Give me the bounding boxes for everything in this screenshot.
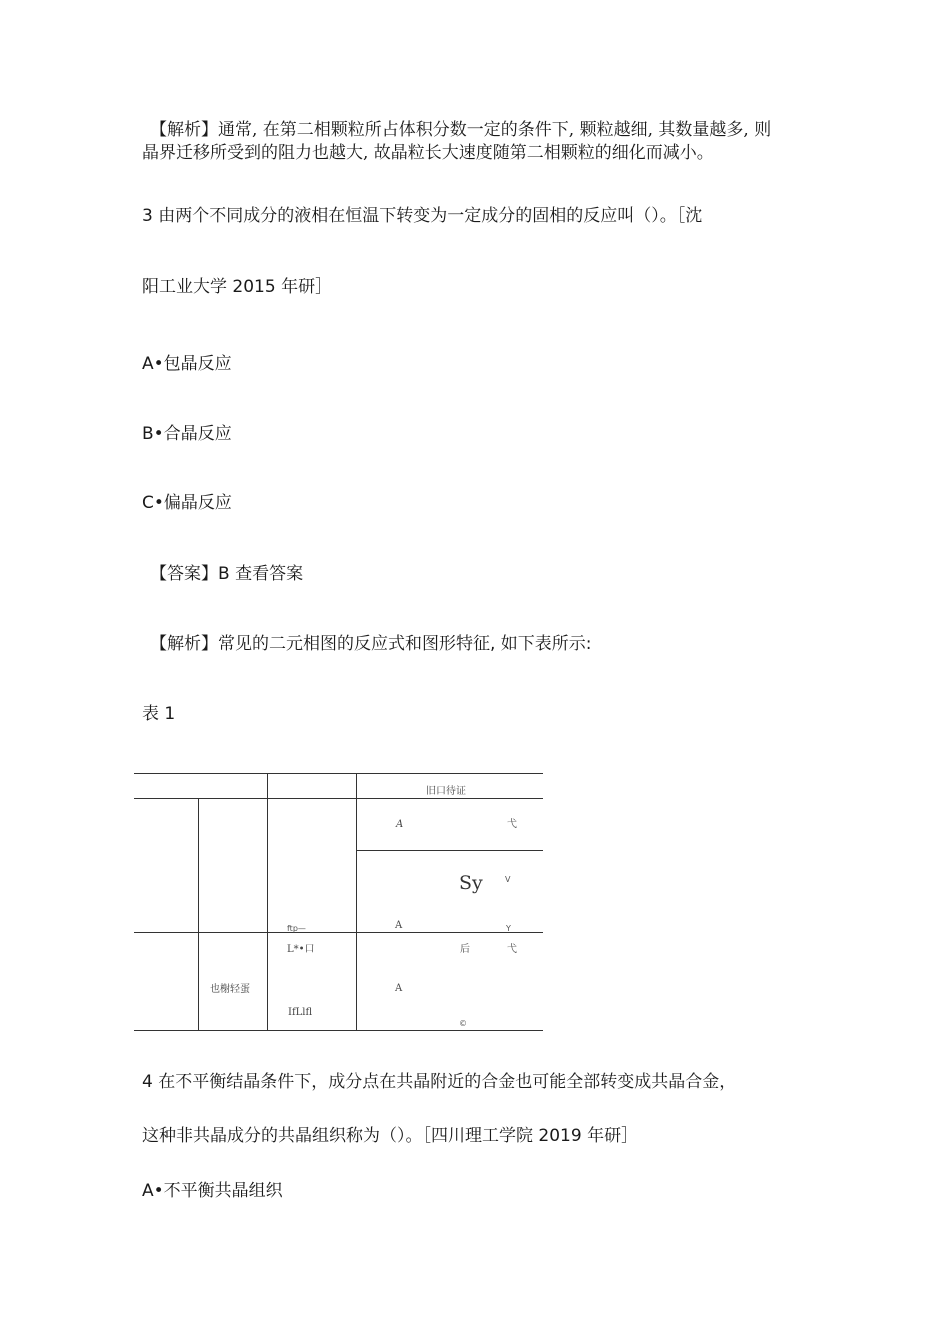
table-col-rule-1 bbox=[198, 798, 199, 1030]
analysis-line-2: 晶界迁移所受到的阻力也越大, 故晶粒长大速度随第二相颗粒的细化而减小。 bbox=[142, 143, 714, 163]
cell-r3-ifl: IfLlfl bbox=[288, 1007, 313, 1018]
table-bottom-rule bbox=[134, 1030, 543, 1031]
cell-r3-hou: 后 bbox=[460, 944, 470, 955]
cell-r3-l: L*•口 bbox=[287, 944, 315, 955]
question-3-option-c: C•偏晶反应 bbox=[142, 493, 232, 513]
cell-r3-name: 也榭轻蛋 bbox=[210, 984, 250, 995]
table-inner-rule bbox=[357, 850, 543, 851]
analysis-line-1: 【解析】通常, 在第二相颗粒所占体积分数一定的条件下, 颗粒越细, 其数量越多, 则 bbox=[150, 120, 772, 140]
table-header-rule bbox=[134, 798, 543, 799]
cell-r2-a: A bbox=[395, 920, 403, 931]
question-3-analysis: 【解析】常见的二元相图的反应式和图形特征, 如下表所示: bbox=[150, 634, 592, 654]
table-top-rule bbox=[134, 773, 543, 774]
cell-r1-yi: 弋 bbox=[507, 819, 517, 830]
cell-r2-ftp: ftp— bbox=[287, 924, 306, 933]
question-4-line-1: 4 在不平衡结晶条件下，成分点在共晶附近的合金也可能全部转变成共晶合金， bbox=[142, 1072, 737, 1092]
table-header-label: 旧口待证 bbox=[426, 786, 466, 797]
question-3-option-a: A•包晶反应 bbox=[142, 354, 232, 374]
question-3-answer: 【答案】B 查看答案 bbox=[150, 564, 304, 584]
table-caption: 表 1 bbox=[142, 704, 176, 724]
table-row-rule bbox=[134, 932, 543, 933]
cell-r3-copyright: © bbox=[459, 1019, 467, 1028]
cell-r3-a: A bbox=[395, 983, 403, 994]
table-col-rule-2 bbox=[267, 773, 268, 1030]
cell-r1-a: A bbox=[396, 819, 404, 830]
question-3-option-b: B•合晶反应 bbox=[142, 424, 232, 444]
question-3-line-2: 阳工业大学 2015 年研］ bbox=[142, 277, 333, 297]
cell-r2-y: Y bbox=[506, 924, 511, 933]
cell-r2-v: V bbox=[505, 875, 511, 884]
cell-r3-yi: 弋 bbox=[507, 944, 517, 955]
question-4-option-a: A•不平衡共晶组织 bbox=[142, 1181, 283, 1201]
question-3-line-1: 3 由两个不同成分的液相在恒温下转变为一定成分的固相的反应叫（）。［沈 bbox=[142, 206, 703, 226]
cell-r2-sy: Sy bbox=[459, 872, 483, 894]
question-4-line-2: 这种非共晶成分的共晶组织称为（）。［四川理工学院 2019 年研］ bbox=[142, 1126, 639, 1146]
table-col-rule-3 bbox=[356, 773, 357, 1030]
